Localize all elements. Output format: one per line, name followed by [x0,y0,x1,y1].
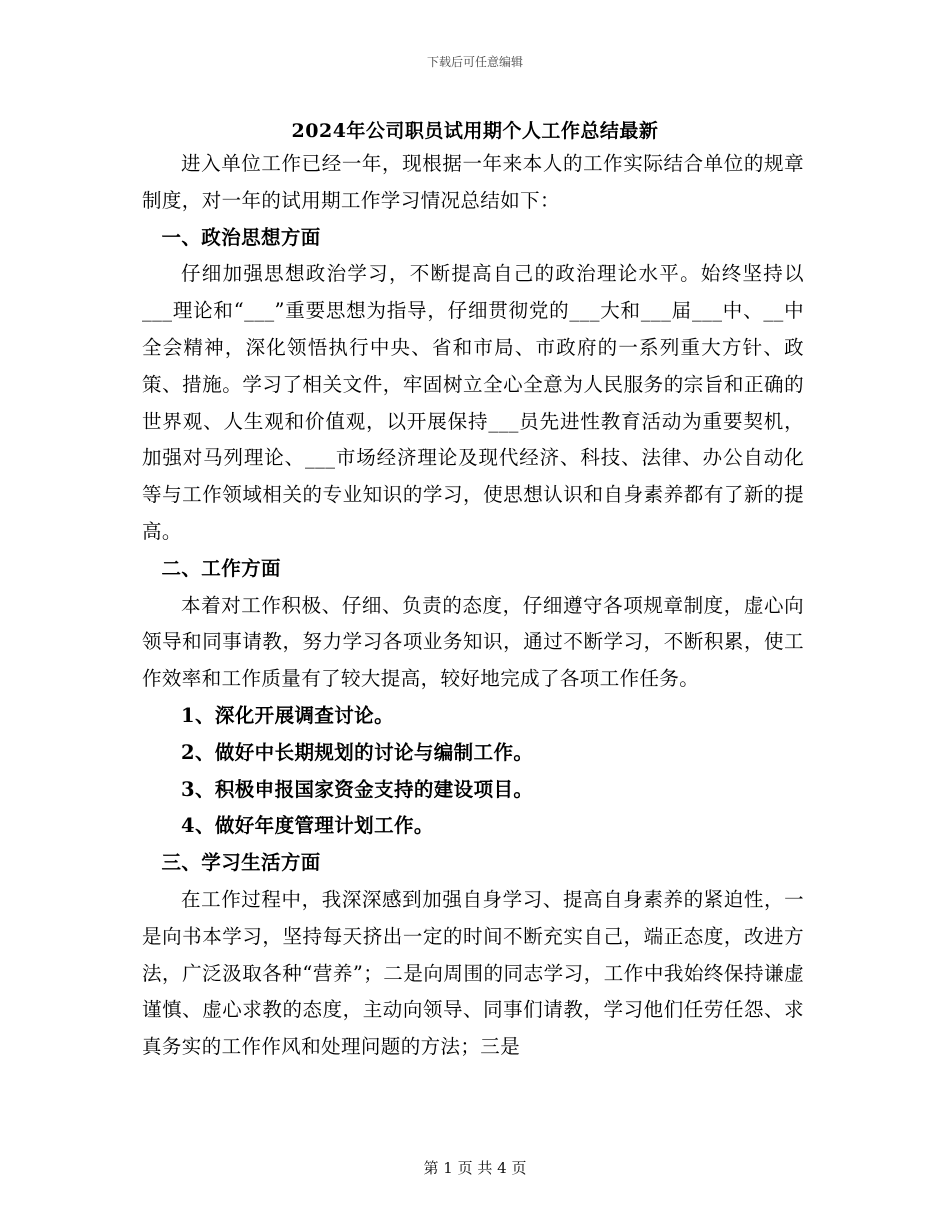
section-body-study: 在工作过程中，我深深感到加强自身学习、提高自身素养的紧迫性，一是向书本学习，坚持每天挤出一定的时间不断充实自己，端正态度，改进方法，广泛汲取各种“营养”；二是向周围的同志学习，工作中我始终保持谦虚谨慎、虚心求教的态度，主动向领导、同事们请教，学习他们任劳任怨、求真务实的工作作风和处理问题的方法；三是 [142,887,804,1059]
section-body-work: 本着对工作积极、仔细、负责的态度，仔细遵守各项规章制度，虚心向领导和同事请教，努力学习各项业务知识，通过不断学习，不断积累，使工作效率和工作质量有了较大提高，较好地完成了各项工作任务。 [142,593,804,691]
section-heading-politics: 一、政治思想方面 [161,225,321,249]
list-item: 1、深化开展调查讨论。 [181,703,394,727]
section-heading-study: 三、学习生活方面 [161,851,321,875]
section-body-politics: 仔细加强思想政治学习，不断提高自己的政治理论水平。始终坚持以___理论和“___”重要思想为指导，仔细贯彻党的___大和___届___中、__中全会精神，深化领悟执行中央、省和市局、市政府的一系列重大方针、政策、措施。学习了相关文件，牢固树立全心全意为人民服务的宗旨和正确的世界观、人生观和价值观，以开展保持___员先进性教育活动为重要契机，加强对马列理论、___市场经济理论及现代经济、科技、法律、办公自动化等与工作领域相关的专业知识的学习，使思想认识和自身素养都有了新的提高。 [142,262,804,543]
document-title: 2024年公司职员试用期个人工作总结最新 [291,120,659,142]
list-item: 2、做好中长期规划的讨论与编制工作。 [181,740,534,764]
section-heading-work: 二、工作方面 [161,556,281,580]
list-item: 4、做好年度管理计划工作。 [181,814,434,838]
document-body [142,146,804,1066]
header-note: 下载后可任意编辑 [426,55,523,69]
intro-paragraph: 进入单位工作已经一年，现根据一年来本人的工作实际结合单位的规章制度，对一年的试用期工作学习情况总结如下： [142,152,804,212]
page-number-footer: 第 1 页 共 4 页 [423,1159,527,1177]
list-item: 3、积极申报国家资金支持的建设项目。 [181,777,534,801]
